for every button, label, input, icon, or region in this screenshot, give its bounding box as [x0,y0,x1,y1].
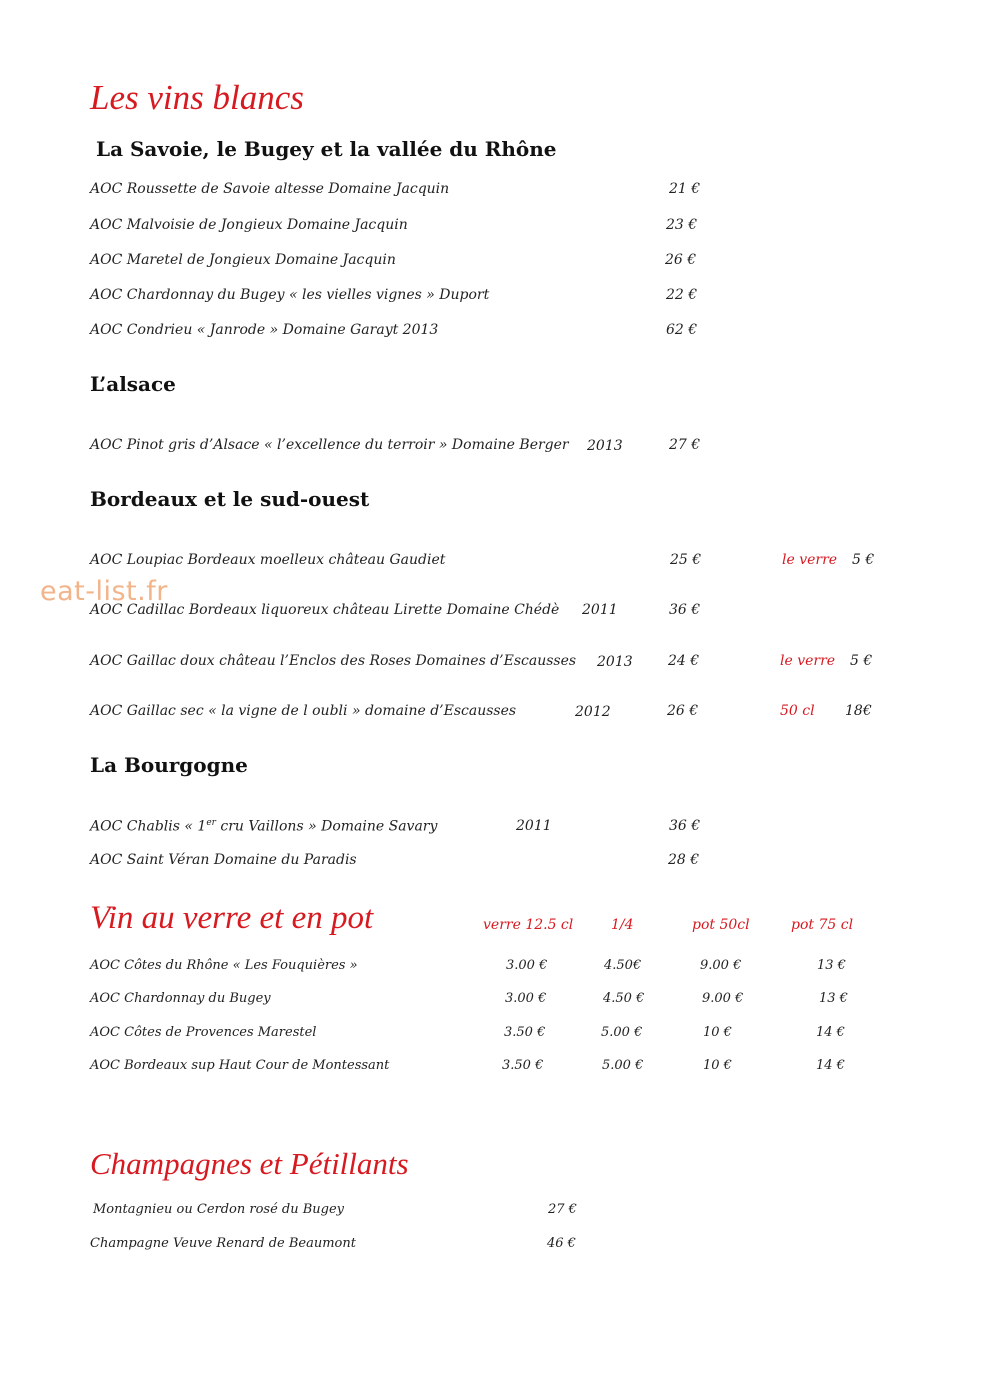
wine-name-part: AOC Chablis « 1 [90,818,207,835]
wine-price: 28 € [668,852,700,868]
price-verre: 3.00 € [505,991,547,1006]
wine-name: AOC Bordeaux sup Haut Cour de Montessant [90,1058,390,1073]
price-verre: 3.00 € [506,958,548,973]
price-quarter: 5.00 € [601,1025,643,1040]
wine-name: AOC Gaillac sec « la vigne de l oubli » domaine d’Escausses [90,703,517,719]
price-quarter: 4.50€ [604,958,642,973]
wine-name [90,818,437,835]
price-pot75: 13 € [819,991,848,1006]
price-pot75: 14 € [816,1058,845,1073]
wine-name: AOC Roussette de Savoie altesse Domaine Jacquin [90,181,450,197]
wine-name: Champagne Veuve Renard de Beaumont [90,1236,356,1251]
wine-price: 24 € [668,653,700,669]
wine-name: AOC Loupiac Bordeaux moelleux château Gaudiet [90,552,446,568]
section-title-alsace: L’alsace [90,372,176,396]
section-title-bourgogne: La Bourgogne [90,753,248,777]
wine-price: 26 € [665,252,697,268]
price-verre: 3.50 € [504,1025,546,1040]
wine-price: 21 € [669,181,701,197]
wine-name: AOC Chardonnay du Bugey « les vielles vignes » Duport [90,287,490,303]
wine-name: AOC Chardonnay du Bugey [90,991,271,1006]
wine-name: AOC Côtes de Provences Marestel [90,1025,317,1040]
wine-price: 46 € [547,1236,576,1251]
wine-price: 26 € [667,703,699,719]
wine-name: AOC Gaillac doux château l’Enclos des Roses Domaines d’Escausses [90,653,577,669]
price-pot75: 13 € [817,958,846,973]
glass-price: 5 € [852,552,875,568]
page-title: Les vins blancs [90,78,304,117]
wine-name: AOC Cadillac Bordeaux liquoreux château Lirette Domaine Chédè [90,602,560,618]
wine-year: 2012 [575,704,611,720]
wine-year: 2013 [587,438,623,454]
column-header: verre 12.5 cl [483,917,574,933]
glass-label: le verre [780,653,836,669]
bottle-50cl-price: 18€ [845,703,872,719]
superscript: er [206,818,216,828]
column-header: pot 75 cl [791,917,854,933]
watermark: eat-list.fr [40,576,168,607]
glass-price: 5 € [850,653,873,669]
wine-name-part: cru Vaillons » Domaine Savary [215,818,438,835]
glass-label: le verre [782,552,838,568]
wine-price: 36 € [669,602,701,618]
section-title-savoie: La Savoie, le Bugey et la vallée du Rhône [96,137,557,161]
price-quarter: 5.00 € [602,1058,644,1073]
price-pot50: 9.00 € [702,991,744,1006]
wine-price: 25 € [670,552,702,568]
wine-name: AOC Pinot gris d’Alsace « l’excellence du terroir » Domaine Berger [90,437,569,453]
wine-name: Montagnieu ou Cerdon rosé du Bugey [93,1202,345,1217]
wine-name: AOC Malvoisie de Jongieux Domaine Jacquin [90,217,408,233]
wine-name: AOC Saint Véran Domaine du Paradis [90,852,357,868]
wine-price: 62 € [666,322,698,338]
column-header: 1/4 [611,917,634,933]
wine-price: 22 € [666,287,698,303]
section-title-verre: Vin au verre et en pot [90,900,374,936]
price-pot75: 14 € [816,1025,845,1040]
wine-name: AOC Maretel de Jongieux Domaine Jacquin [90,252,396,268]
wine-price: 36 € [669,818,701,834]
bottle-50cl-label: 50 cl [780,703,815,719]
wine-price: 27 € [548,1202,577,1217]
wine-price: 23 € [666,217,698,233]
section-title-bordeaux: Bordeaux et le sud-ouest [90,487,370,511]
price-pot50: 9.00 € [700,958,742,973]
column-header: pot 50cl [692,917,750,933]
price-verre: 3.50 € [502,1058,544,1073]
section-title-champagnes: Champagnes et Pétillants [90,1146,409,1181]
price-pot50: 10 € [703,1025,732,1040]
wine-price: 27 € [669,437,701,453]
wine-name: AOC Condrieu « Janrode » Domaine Garayt 2013 [90,322,439,338]
wine-year: 2013 [597,654,633,670]
price-pot50: 10 € [703,1058,732,1073]
wine-year: 2011 [516,818,552,834]
wine-year: 2011 [582,602,618,618]
wine-name: AOC Côtes du Rhône « Les Fouquières » [90,958,358,973]
price-quarter: 4.50 € [603,991,645,1006]
